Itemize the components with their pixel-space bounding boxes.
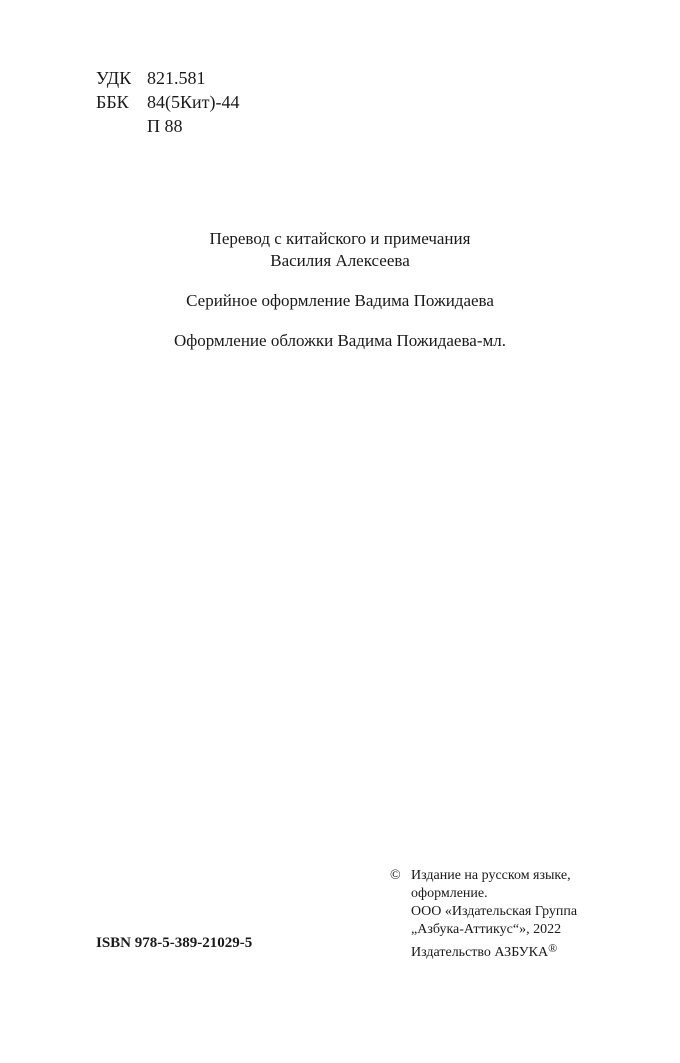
copyright-line: „Азбука-Аттикус“», 2022 <box>411 922 562 937</box>
isbn: ISBN 978-5-389-21029-5 <box>96 935 253 951</box>
credits-block <box>0 228 680 370</box>
udk-row <box>96 66 240 90</box>
author-mark: П 88 <box>147 116 183 136</box>
copyright-line: ООО «Издательская Группа <box>411 904 578 919</box>
bbk-label: ББК <box>96 92 129 112</box>
author-mark-row <box>96 114 240 138</box>
copyright-lines <box>411 867 577 962</box>
publisher-name: Издательство АЗБУКА <box>411 945 549 960</box>
cover-design-credit <box>0 330 680 352</box>
copyright-line-publisher <box>411 939 577 962</box>
series-design-credit <box>0 290 680 312</box>
udk-label: УДК <box>96 68 132 88</box>
registered-mark-icon: ® <box>548 941 558 955</box>
bbk-row <box>96 90 240 114</box>
cover-design-credit-line: Оформление обложки Вадима Пожидаева-мл. <box>174 331 506 350</box>
copyright-icon: © <box>390 868 401 883</box>
bbk-value: 84(5Кит)-44 <box>147 92 240 112</box>
classification-block <box>96 66 240 138</box>
udk-value: 821.581 <box>147 68 206 88</box>
copyright-block <box>390 867 577 962</box>
copyright-line: оформление. <box>411 886 488 901</box>
translation-credit-line-1: Перевод с китайского и примечания <box>209 229 471 248</box>
series-design-credit-line: Серийное оформление Вадима Пожидаева <box>186 291 494 310</box>
copyright-line: Издание на русском языке, <box>411 868 571 883</box>
translation-credit-line-2: Василия Алексеева <box>270 251 410 270</box>
translation-credit <box>0 228 680 272</box>
